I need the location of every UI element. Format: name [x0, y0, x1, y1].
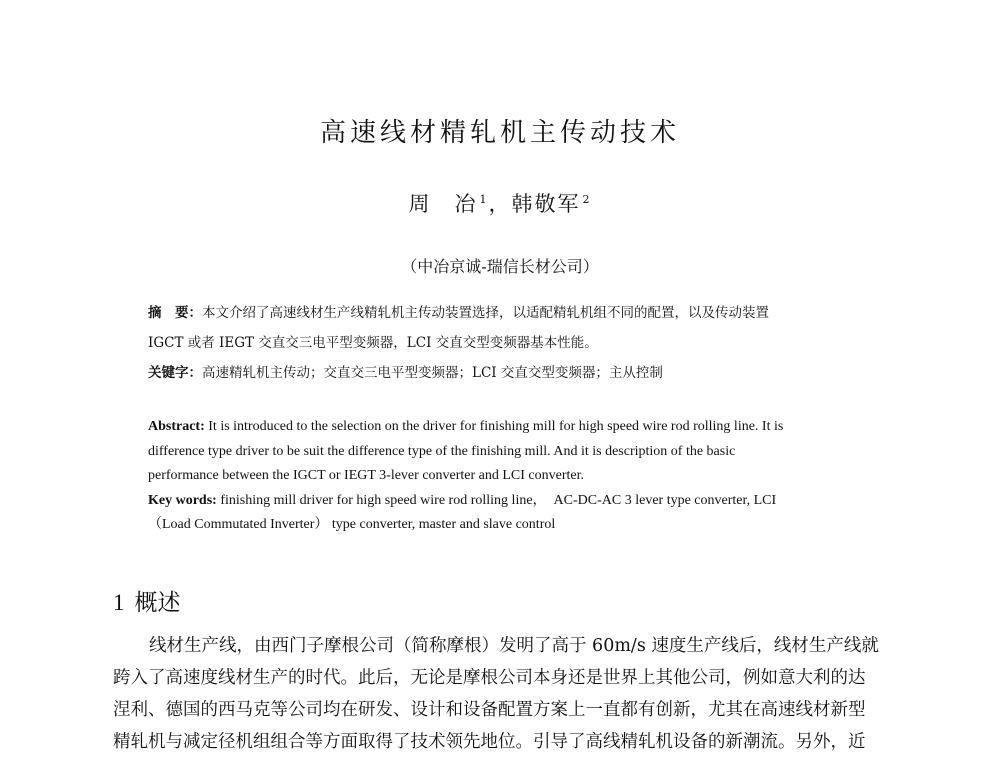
section-body: [113, 630, 885, 758]
body-line: 涅利、德国的西马克等公司均在研发、设计和设备配置方案上一直都有创新，尤其在高速线材新型: [113, 700, 866, 720]
author-affiliation-mark: 2: [582, 193, 592, 206]
abstract-en-line: [148, 415, 856, 440]
abstract-cn-text: 本文介绍了高速线材生产线精轧机主传动装置选择，以适配精轧机组不同的配置，以及传动装置: [202, 305, 769, 321]
body-line: 跨入了高速度线材生产的时代。此后，无论是摩根公司本身还是世界上其他公司，例如意大利的达: [113, 668, 866, 688]
keywords-cn-label: 关键字：: [148, 365, 202, 381]
keywords-cn-line: [148, 358, 858, 388]
abstract-en-line: difference type driver to be suit the difference type of the finishing mill. And it is description of the basic: [148, 443, 736, 459]
abstract-en-label: Abstract:: [148, 419, 205, 434]
paper-title: 高速线材精轧机主传动技术: [319, 118, 680, 148]
body-line: 线材生产线，由西门子摩根公司（简称摩根）发明了高于 60m/s 速度生产线后，线材生产线就: [149, 636, 879, 656]
abstract-en-line: performance between the IGCT or IEGT 3-lever converter and LCI converter.: [148, 468, 585, 483]
abstract-en: [148, 415, 856, 538]
section-title: 概述: [134, 590, 181, 616]
abstract-cn: [148, 298, 858, 388]
keywords-en-label: Key words:: [148, 492, 217, 508]
abstract-en-text: It is introduced to the selection on the driver for finishing mill for high speed wire rod rolling line. It is: [208, 419, 784, 434]
section-number: 1: [113, 590, 125, 615]
section-heading: [113, 584, 181, 617]
author-name: 韩敬军: [511, 192, 581, 216]
author-list: [0, 188, 1000, 218]
affiliation: （中冶京诚-瑞信长材公司）: [401, 257, 599, 276]
keywords-en-line: （Load Commutated Inverter） type converter, master and slave control: [148, 517, 556, 532]
keywords-cn-text: 高速精轧机主传动；交直交三电平型变频器；LCI 交直交型变频器；主从控制: [202, 365, 663, 381]
body-line: 精轧机与减定径机组组合等方面取得了技术领先地位。引导了高线精轧机设备的新潮流。另外，近: [113, 732, 866, 752]
author-name: 周 冶: [408, 192, 478, 216]
abstract-cn-label: 摘 要：: [148, 305, 202, 321]
keywords-en-line: [148, 489, 856, 514]
abstract-cn-line: [148, 298, 858, 328]
abstract-cn-line: IGCT 或者 IEGT 交直交三电平型变频器，LCI 交直交型变频器基本性能。: [148, 335, 598, 351]
author-affiliation-mark: 1: [479, 193, 489, 206]
author-separator: ，: [488, 192, 512, 216]
keywords-en-text: finishing mill driver for high speed wire rod rolling line， AC-DC-AC 3 lever type converter, LCI: [220, 492, 777, 508]
